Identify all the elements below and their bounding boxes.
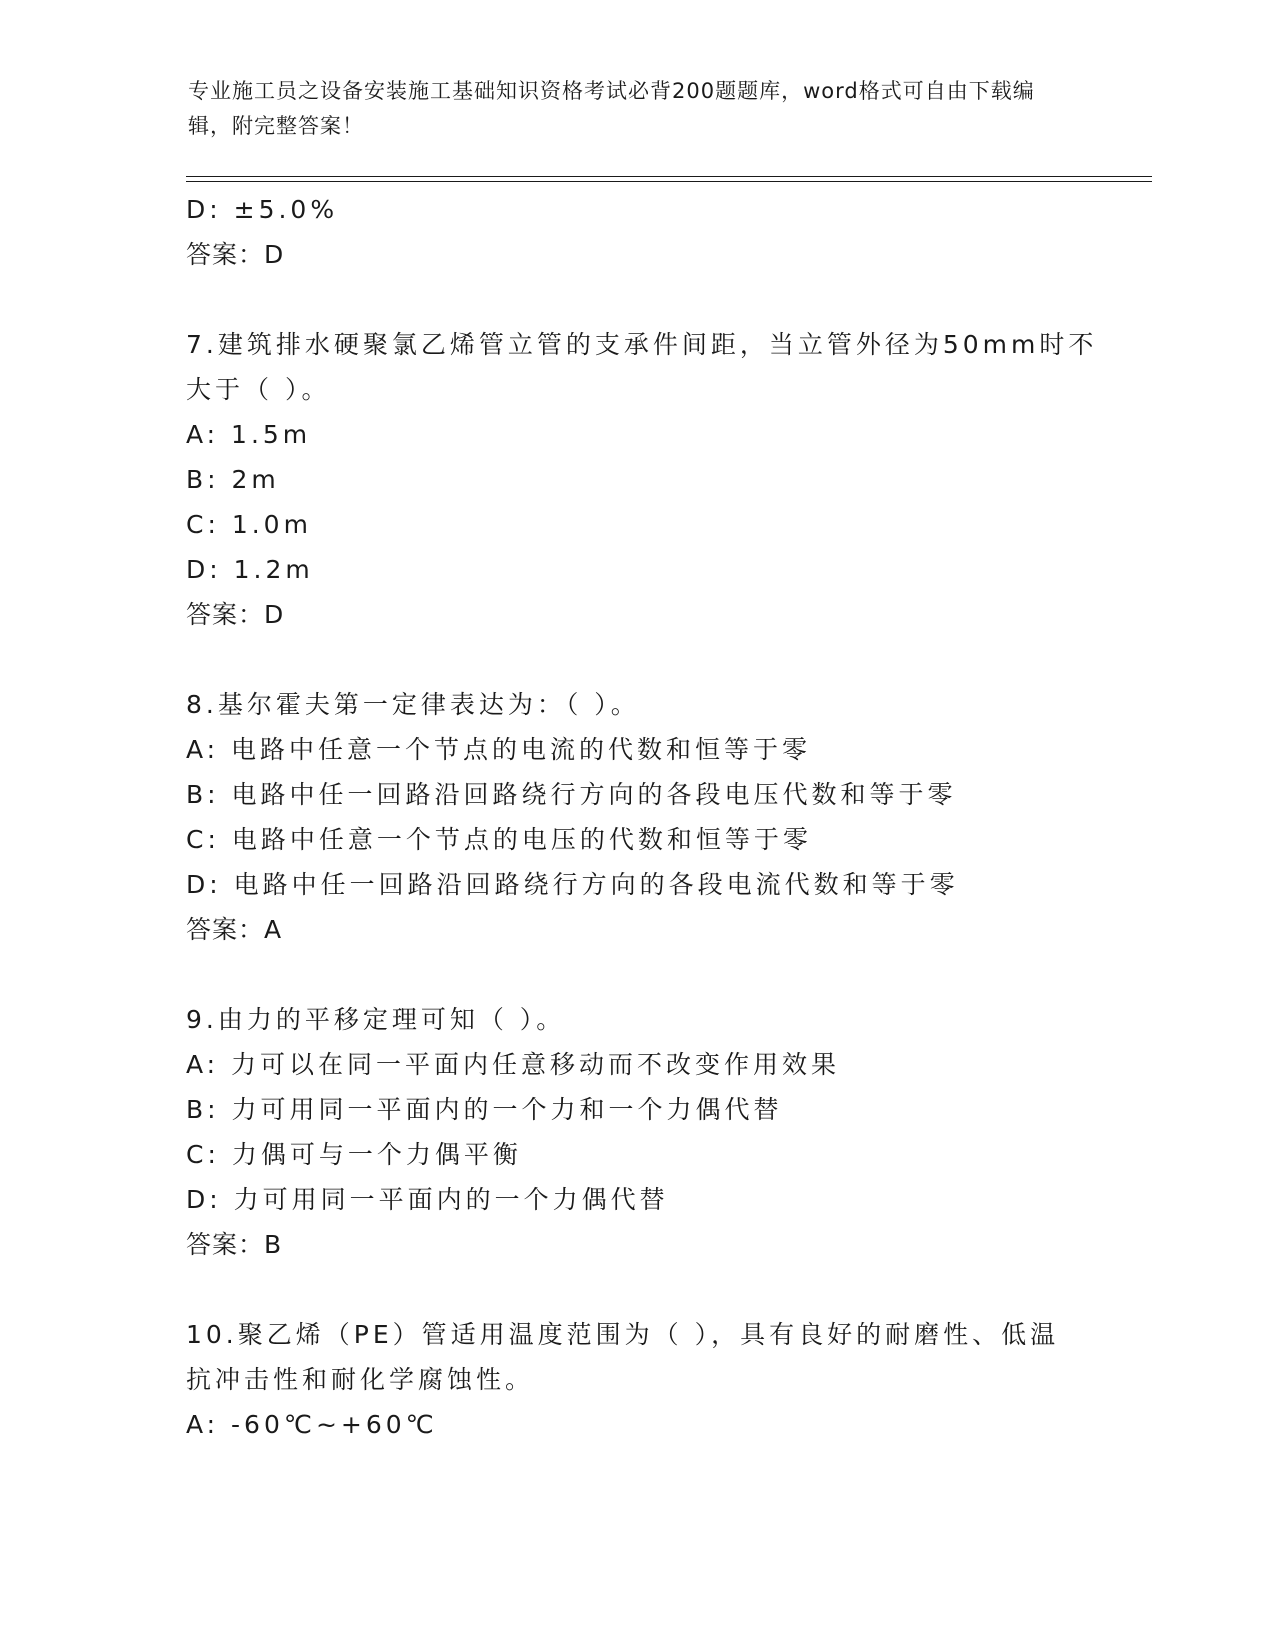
- answer-line: 答案：A: [186, 915, 283, 944]
- question-line: 8.基尔霍夫第一定律表达为：（ ）。: [186, 690, 640, 719]
- answer-line: 答案：D: [186, 600, 285, 629]
- option-line: B: 2m: [186, 465, 280, 494]
- question-line: 抗冲击性和耐化学腐蚀性。: [186, 1365, 535, 1394]
- option-line: C: 1.0m: [186, 510, 312, 539]
- document-header: 专业施工员之设备安装施工基础知识资格考试必背200题题库，word格式可自由下载编辑，附完整答案！: [188, 79, 1035, 138]
- option-line: D: 1.2m: [186, 555, 314, 584]
- question-line: 9.由力的平移定理可知（ ）。: [186, 1005, 566, 1034]
- option-line: D: 电路中任一回路沿回路绕行方向的各段电流代数和等于零: [186, 870, 959, 899]
- option-line: A: 电路中任意一个节点的电流的代数和恒等于零: [186, 735, 812, 764]
- option-line: D: ±5.0%: [186, 195, 339, 224]
- header-rule-top: [186, 176, 1152, 177]
- option-line: C: 电路中任意一个节点的电压的代数和恒等于零: [186, 825, 812, 854]
- option-line: D: 力可用同一平面内的一个力偶代替: [186, 1185, 669, 1214]
- question-line: 大于（ ）。: [186, 375, 331, 404]
- option-line: B: 电路中任一回路沿回路绕行方向的各段电压代数和等于零: [186, 780, 957, 809]
- header-rule-bottom: [186, 181, 1152, 182]
- option-line: A: 1.5m: [186, 420, 312, 449]
- option-line: A: -60℃~+60℃: [186, 1410, 438, 1439]
- option-line: B: 力可用同一平面内的一个力和一个力偶代替: [186, 1095, 783, 1124]
- answer-line: 答案：B: [186, 1230, 283, 1259]
- option-line: C: 力偶可与一个力偶平衡: [186, 1140, 522, 1169]
- question-line: 10.聚乙烯（PE）管适用温度范围为（ ），具有良好的耐磨性、低温: [186, 1320, 1060, 1349]
- answer-line: 答案：D: [186, 240, 285, 269]
- question-line: 7.建筑排水硬聚氯乙烯管立管的支承件间距，当立管外径为50mm时不: [186, 330, 1098, 359]
- option-line: A: 力可以在同一平面内任意移动而不改变作用效果: [186, 1050, 841, 1079]
